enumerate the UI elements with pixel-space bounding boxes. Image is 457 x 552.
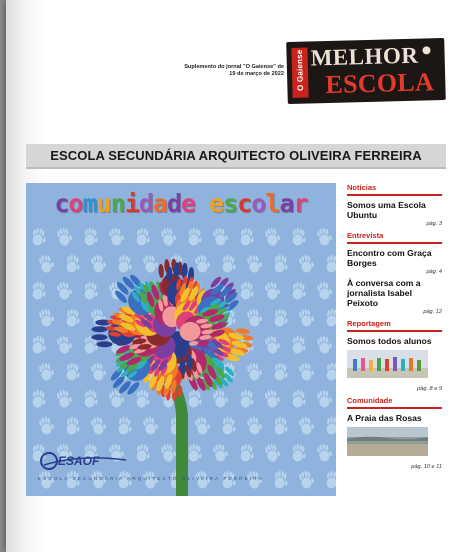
page-reference: pág. 10 e 11 xyxy=(411,464,442,471)
article-title[interactable]: A Praia das Rosas xyxy=(347,412,422,423)
newspaper-page xyxy=(6,0,457,552)
logo-top-word: MELHOR xyxy=(310,42,419,71)
section-noticias xyxy=(347,183,442,227)
cover-title: comunidade escolar xyxy=(54,189,308,218)
page-reference: pág. 3 xyxy=(426,221,442,228)
article-title[interactable]: Somos todos alunos xyxy=(347,336,432,347)
esaof-logo-text: ESAOF xyxy=(58,454,100,468)
section-comunidade xyxy=(347,396,442,471)
esaof-logo xyxy=(40,450,130,472)
cover-illustration xyxy=(26,183,336,496)
section-entrevista xyxy=(347,231,442,315)
supplement-date: 19 de março de 2022 xyxy=(229,71,284,78)
section-heading: Reportagem xyxy=(347,319,442,332)
article-title[interactable]: Somos uma Escola Ubuntu xyxy=(347,200,426,220)
logo-side-band xyxy=(291,48,308,98)
supplement-line-1: Suplemento do jornal "O Gaiense" de xyxy=(184,64,284,70)
beach-photo xyxy=(347,426,428,456)
logo-side-text: O Gaiense xyxy=(294,49,305,92)
logo-bottom-word: ESCOLA xyxy=(324,67,435,100)
students-photo xyxy=(347,350,428,378)
logo-dot xyxy=(422,46,430,54)
page-reference: pág. 8 e 9 xyxy=(417,385,442,392)
section-heading: Notícias xyxy=(347,183,442,196)
school-title-bar xyxy=(26,144,446,169)
contents-sidebar xyxy=(347,183,442,474)
supplement-note xyxy=(166,64,284,79)
article-title[interactable]: Encontro com Graça Borges xyxy=(347,248,432,268)
section-heading: Comunidade xyxy=(347,396,442,409)
cover-school-strip: ESCOLA SECUNDÁRIA ARQUITECTO OLIVEIRA FERREIRA xyxy=(38,476,264,481)
section-reportagem xyxy=(347,319,442,392)
page-reference: pág. 12 xyxy=(423,309,442,316)
melhor-escola-logo xyxy=(286,38,446,104)
school-title: ESCOLA SECUNDÁRIA ARQUITECTO OLIVEIRA FERREIRA xyxy=(50,148,422,163)
section-heading: Entrevista xyxy=(347,231,442,244)
page-reference: pág. 4 xyxy=(426,269,442,276)
article-title[interactable]: À conversa com a jornalista Isabel Peixoto xyxy=(347,278,421,308)
